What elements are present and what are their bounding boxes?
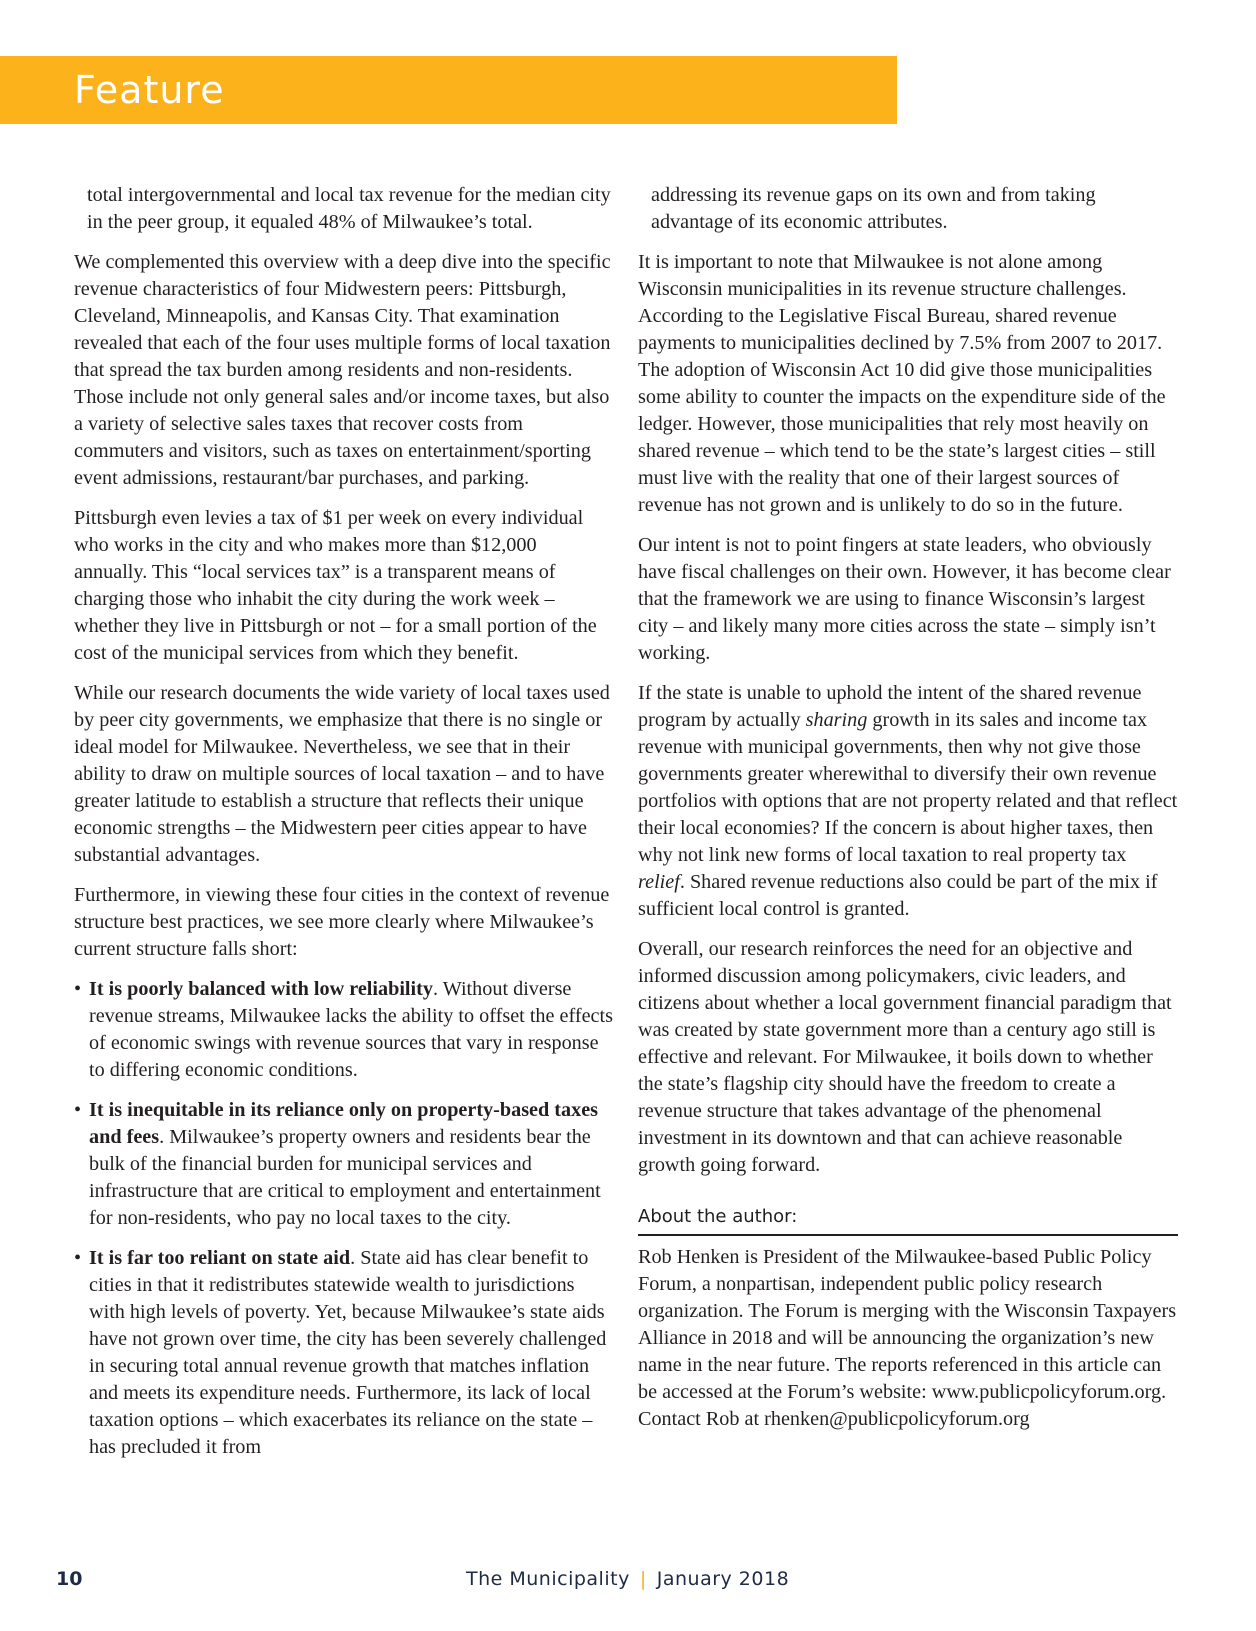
paragraph: While our research documents the wide variety of local taxes used by peer city governments, we emphasize that there is no single or ideal model for Milwaukee. Nevertheless, we see that in their ability to draw on multiple sources of local taxation – and to have greater latitude to establish a structure that reflects their unique economic strengths – the Midwestern peer cities appear to have substantial advantages. [74,682,610,866]
bullet-bold: It is far too reliant on state aid [89,1247,351,1269]
paragraph: total intergovernmental and local tax revenue for the median city in the peer group, it equaled 48% of Milwaukee’s total. [87,184,611,233]
page-number: 10 [56,1568,83,1590]
text-run: If the state is unable to uphold the intent of the shared revenue program by actually [638,682,1142,731]
bullet-item [74,976,614,1084]
section-label: Feature [74,68,225,112]
bullet-text: . Without diverse revenue streams, Milwaukee lacks the ability to offset the effects of economic swings with revenue sources that vary in response to differing economic conditions. [89,978,613,1081]
paragraph [638,680,1178,923]
paragraph: Our intent is not to point fingers at state leaders, who obviously have fiscal challenges on their own. However, it has become clear that the framework we are using to finance Wisconsin’s largest city – and likely many more cities across the state – simply isn’t working. [638,534,1171,664]
text-run: growth in its sales and income tax revenue with municipal governments, then why not give those governments greater wherewithal to diversify their own revenue portfolios with options that are not property related and that reflect their local economies? If the concern is about higher taxes, then why not link new forms of local taxation to real property tax [638,709,1178,866]
bullet-text: . State aid has clear benefit to cities in that it redistributes statewide wealth to jurisdictions with high levels of poverty. Yet, because Milwaukee’s state aids have not grown over time, the city has been severely challenged in securing total annual revenue growth that matches inflation and meets its expenditure needs. Furthermore, its lack of local taxation options – which exacerbates its reliance on the state – has precluded it from [89,1247,607,1458]
bullet-icon: • [74,978,82,1000]
page-footer [0,1568,1256,1598]
issue-date: January 2018 [656,1568,790,1590]
emphasis-sharing: sharing [805,709,868,731]
paragraph: Pittsburgh even levies a tax of $1 per week on every individual who works in the city and who makes more than $12,000 annually. This “local services tax” is a transparent means of charging those who inhabit the city during the work week – whether they live in Pittsburgh or not – for a small portion of the cost of the municipal services from which they benefit. [74,507,597,664]
bullet-bold: It is inequitable in its reliance only on property-based taxes and fees [89,1099,599,1148]
about-author-text: Rob Henken is President of the Milwaukee-based Public Policy Forum, a nonpartisan, independent public policy research organization. The Forum is merging with the Wisconsin Taxpayers Alliance in 2018 and will be announcing the organization’s new name in the near future. The reports referenced in this article can be accessed at the Forum’s website: www.publicpolicyforum.org. Contact Rob at rhenken@publicpolicyforum.org [638,1246,1177,1430]
paragraph: We complemented this overview with a deep dive into the specific revenue characteristics of four Midwestern peers: Pittsburgh, Cleveland, Minneapolis, and Kansas City. That examination revealed that each of the four uses multiple forms of local taxation that spread the tax burden among residents and non-residents. Those include not only general sales and/or income taxes, but also a variety of selective sales taxes that recover costs from commuters and visitors, such as taxes on entertainment/sporting event admissions, restaurant/bar purchases, and parking. [74,251,611,489]
feature-banner [0,56,897,124]
bullet-item [74,1245,614,1461]
separator: | [639,1568,647,1590]
paragraph: Furthermore, in viewing these four cities in the context of revenue structure best practices, we see more clearly where Milwaukee’s current structure falls short: [74,884,610,960]
bullet-bold: It is poorly balanced with low reliability [89,978,433,1000]
text-run: . Shared revenue reductions also could be part of the mix if sufficient local control is granted. [638,871,1158,920]
bullet-text: . Milwaukee’s property owners and residents bear the bulk of the financial burden for municipal services and infrastructure that are critical to employment and entertainment for non-residents, who pay no local taxes to the city. [89,1126,601,1229]
bullet-item [74,1097,614,1232]
publication-line [466,1568,789,1590]
paragraph: It is important to note that Milwaukee is not alone among Wisconsin municipalities in its revenue structure challenges. According to the Legislative Fiscal Bureau, shared revenue payments to municipalities declined by 7.5% from 2007 to 2017. The adoption of Wisconsin Act 10 did give those municipalities some ability to counter the impacts on the expenditure side of the ledger. However, those municipalities that rely most heavily on shared revenue – which tend to be the state’s largest cities – still must live with the reality that one of their largest sources of revenue has not grown and is unlikely to do so in the future. [638,251,1166,516]
about-author-heading: About the author: [638,1205,1178,1236]
publication-title: The Municipality [466,1568,630,1590]
emphasis-relief: relief [638,871,680,893]
right-column [638,182,1178,1446]
paragraph: addressing its revenue gaps on its own and from taking advantage of its economic attributes. [651,184,1096,233]
bullet-icon: • [74,1247,82,1269]
bullet-icon: • [74,1099,82,1121]
left-column [74,182,614,1474]
paragraph: Overall, our research reinforces the need for an objective and informed discussion among policymakers, civic leaders, and citizens about whether a local government financial paradigm that was created by state government more than a century ago still is effective and relevant. For Milwaukee, it boils down to whether the state’s flagship city should have the freedom to create a revenue structure that takes advantage of the phenomenal investment in its downtown and that can achieve reasonable growth going forward. [638,938,1172,1176]
